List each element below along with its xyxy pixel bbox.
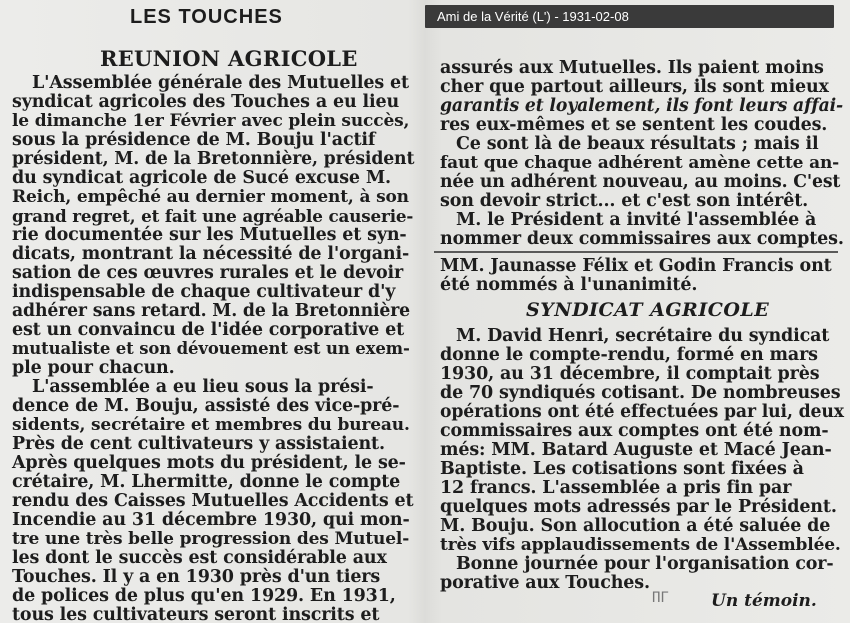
divider	[434, 251, 838, 253]
article-line: assurés aux Mutuelles. Ils paient moins	[440, 58, 824, 78]
article-line: L'assemblée a eu lieu sous la prési-	[32, 377, 374, 397]
article-line: porative aux Touches.	[440, 573, 650, 593]
article-line: tous les cultivateurs seront inscrits et	[12, 605, 380, 623]
article-line: est un convaincu de l'idée corporative et	[12, 320, 405, 340]
article-line: M. Bouju. Son allocution a été saluée de	[440, 516, 831, 536]
article-line: ple pour chacun.	[12, 358, 175, 378]
signature: Un témoin.	[711, 591, 817, 611]
section-header: LES TOUCHES	[130, 6, 283, 28]
article-line: dicats, montrant la nécessité de l'organi-	[12, 244, 410, 264]
article-line: commissaires aux comptes ont été nom-	[440, 421, 829, 441]
article-line: L'Assemblée générale des Mutuelles et	[32, 73, 409, 93]
article-line: le dimanche 1er Février avec plein succès,	[12, 111, 410, 131]
document-title: Ami de la Vérité (L') - 1931-02-08	[437, 9, 629, 24]
article-line: faut que chaque adhérent amène cette an-	[440, 153, 840, 173]
article-line: Ce sont là de beaux résultats ; mais il	[456, 134, 819, 154]
article-line: Reich, empêché au dernier moment, à son	[12, 187, 409, 207]
article-line: son devoir strict... et c'est son intérêt.	[440, 191, 809, 211]
article-line: sidents, secrétaire et membres du bureau.	[12, 415, 410, 435]
article-line: rie documentée sur les Mutuelles et syn-	[12, 225, 407, 245]
article-line: 12 francs. L'assemblée a pris fin par	[440, 478, 792, 498]
article-line: Incendie au 31 décembre 1930, qui mon-	[12, 510, 410, 530]
article-line: tre une très belle progression des Mutuel-	[12, 529, 410, 549]
article-line: adhérer sans retard. M. de la Bretonnière	[12, 301, 410, 321]
document-title-bar	[425, 5, 834, 28]
article-line: dence de M. Bouju, assisté des vice-pré-	[12, 396, 400, 416]
article-line: de 70 syndiqués cotisant. De nombreuses	[440, 383, 841, 403]
article-line: rendu des Caisses Mutuelles Accidents et	[12, 491, 414, 511]
article-line: sation de ces œuvres rurales et le devoir	[12, 263, 404, 283]
article-line: syndicat agricoles des Touches a eu lieu	[12, 92, 400, 112]
article-line: 1930, au 31 décembre, il comptait près	[440, 364, 820, 384]
article-line: Après quelques mots du président, le se-	[12, 453, 406, 473]
article-line: quelques mots adressés par le Président.	[440, 497, 837, 517]
article-line: Bonne journée pour l'organisation cor-	[456, 554, 834, 574]
article-line: de polices de plus qu'en 1929. En 1931,	[12, 586, 396, 606]
article-line: indispensable de chaque cultivateur d'y	[12, 282, 396, 302]
article-line: président, M. de la Bretonnière, président	[12, 149, 415, 169]
article-line: sous la présidence de M. Bouju l'actif	[12, 130, 376, 150]
article-line: Touches. Il y a en 1930 près d'un tiers	[12, 567, 381, 587]
section-subtitle: SYNDICAT AGRICOLE	[526, 299, 770, 321]
article-line: opérations ont été effectuées par lui, deux	[440, 402, 844, 422]
article-line: M. David Henri, secrétaire du syndicat	[456, 326, 830, 346]
article-line: crétaire, M. Lhermitte, donne le compte	[12, 472, 401, 492]
article-line: les dont le succès est considérable aux	[12, 548, 387, 568]
article-line: née un adhérent nouveau, au moins. C'est	[440, 172, 841, 192]
article-line: mutualiste et son dévouement est un exem-	[12, 339, 410, 358]
article-line: été nommés à l'unanimité.	[440, 275, 698, 295]
article-line: res eux-mêmes et se sentent les coudes.	[440, 115, 828, 135]
article-line: MM. Jaunasse Félix et Godin Francis ont	[440, 256, 832, 276]
article-title: REUNION AGRICOLE	[100, 46, 358, 71]
article-line: nommer deux commissaires aux comptes.	[440, 229, 844, 249]
article-line: du syndicat agricole de Sucé excuse M.	[12, 168, 391, 188]
article-line: très vifs applaudissements de l'Assemblée.	[440, 535, 841, 555]
print-fragment: ПГ	[652, 590, 669, 606]
left-column	[0, 0, 420, 623]
article-line: donne le compte-rendu, formé en mars	[440, 345, 818, 365]
article-line: Près de cent cultivateurs y assistaient.	[12, 434, 385, 454]
article-line: cher que partout ailleurs, ils sont mieux	[440, 77, 829, 97]
article-line: Baptiste. Les cotisations sont fixées à	[440, 459, 804, 479]
article-line: M. le Président a invité l'assemblée à	[456, 210, 817, 230]
article-line: grand regret, et fait une agréable causerie-	[12, 206, 414, 226]
article-line: més: MM. Batard Auguste et Macé Jean-	[440, 440, 832, 460]
right-column	[426, 0, 850, 623]
article-line: garantis et loyalement, ils font leurs affai-	[440, 96, 844, 116]
